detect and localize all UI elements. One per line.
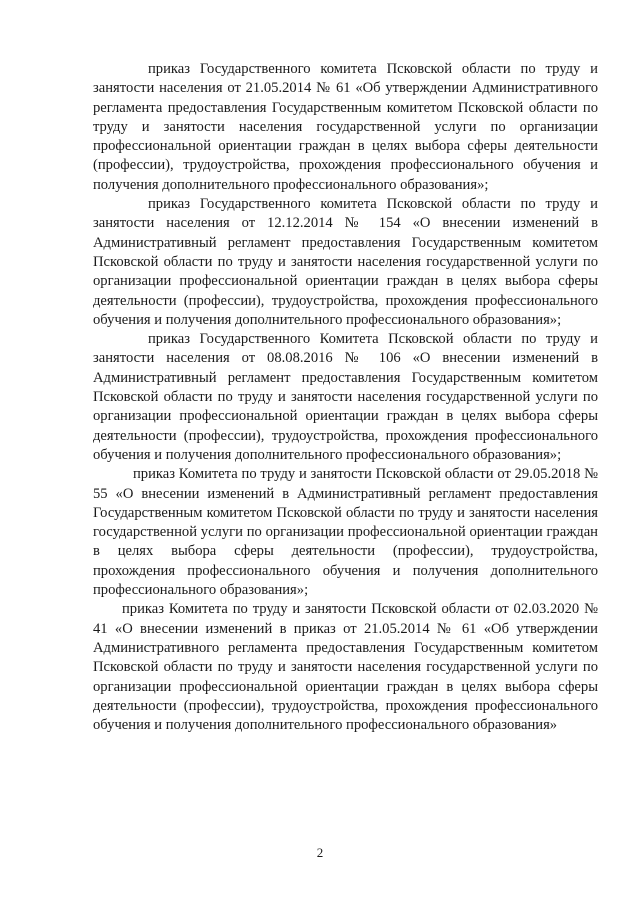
order-paragraph-2014-61: приказ Государственного комитета Псковской области по труду и занятости населения от 21.05.2014 № 61 «Об утверждении Административного регламента предоставления Государственным комитетом Псковской области по труду и занятости населения государственной услуги по организации профессиональной ориентации граждан в целях выбора сферы деятельности (профессии), трудоустройства, прохождения профессионального обучения и получения дополнительного профессионального образования»; [93, 61, 598, 193]
page-number: 2 [316, 845, 324, 860]
document-body [93, 60, 598, 735]
order-paragraph-2020-41: приказ Комитета по труду и занятости Псковской области от 02.03.2020 № 41 «О внесении изменений в приказ от 21.05.2014 № 61 «Об утверждении Административного регламента предоставления Государственным комитетом Псковской области по труду и занятости населения государственной услуги по организации профессиональной ориентации граждан в целях выбора сферы деятельности (профессии), трудоустройства, прохождения профессионального обучения и получения дополнительного профессионального образования» [93, 601, 598, 734]
order-paragraph-2016-106: приказ Государственного Комитета Псковской области по труду и занятости населения от 08.08.2016 № 106 «О внесении изменений в Административный регламент предоставления Государственным комитетом Псковской области по труду и занятости населения государственной услуги по организации профессиональной ориентации граждан в целях выбора сферы деятельности (профессии), трудоустройства, прохождения профессионального обучения и получения дополнительного профессионального образования»; [93, 331, 598, 463]
order-paragraph-2014-154: приказ Государственного комитета Псковской области по труду и занятости населения от 12.12.2014 № 154 «О внесении изменений в Административный регламент предоставления Государственным комитетом Псковской области по труду и занятости населения государственной услуги по организации профессиональной ориентации граждан в целях выбора сферы деятельности (профессии), трудоустройства, прохождения профессионального обучения и получения дополнительного профессионального образования»; [93, 196, 598, 328]
order-paragraph-2018-55: приказ Комитета по труду и занятости Псковской области от 29.05.2018 № 55 «О внесении изменений в Административный регламент предоставления Государственным комитетом Псковской области по труду и занятости населения государственной услуги по организации профессиональной ориентации граждан в целях выбора сферы деятельности (профессии), трудоустройства, прохождения профессионального обучения и получения дополнительного профессионального образования»; [93, 466, 598, 599]
